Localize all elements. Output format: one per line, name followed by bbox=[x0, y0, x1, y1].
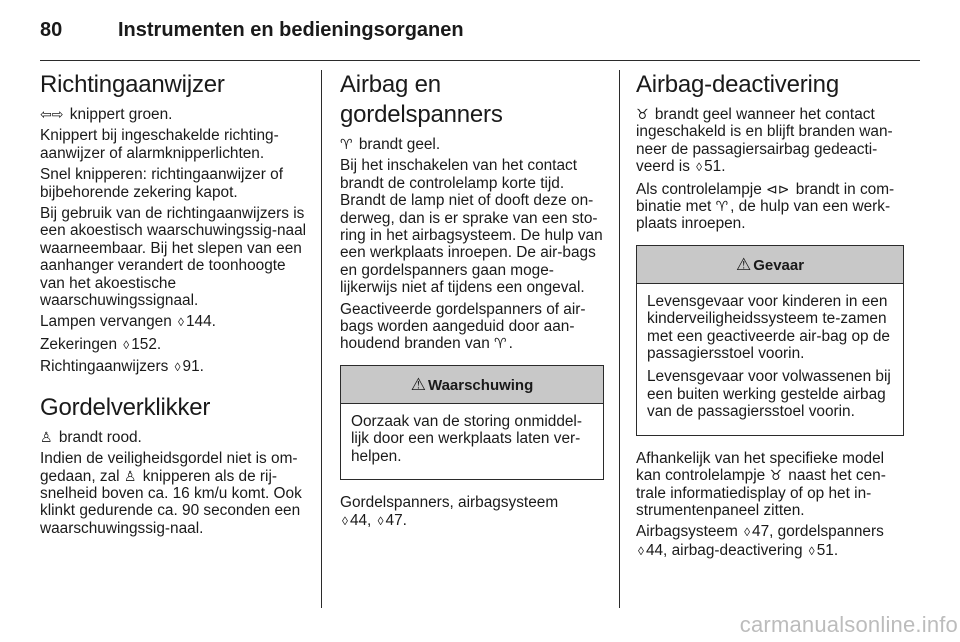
paragraph: Geactiveerde gordelspanners of air-bags worden aangeduid door aan-houdend branden van ♈ . bbox=[340, 300, 586, 353]
section-title-airbag-deactivation: Airbag-deactivering bbox=[636, 71, 839, 98]
column-airbag-pretensioners bbox=[340, 70, 604, 534]
reference-line: Gordelspanners, airbagsysteem ◊ 44, ◊ 47. bbox=[340, 494, 559, 529]
section-title-airbag: Airbag en gordelspanners bbox=[340, 71, 503, 128]
section-title-seatbelt: Gordelverklikker bbox=[40, 393, 211, 421]
airbag-deactivation-lamp-icon: ⊲⊳ bbox=[766, 180, 790, 197]
reference-icon: ◊ bbox=[696, 160, 703, 175]
paragraph: Indien de veiligheidsgordel niet is om-gedaan, zal ♙ knipperen als de rij-snelheid boven ca. 16 km/u komt. Ook klinkt gedurende ca. 90 seconden een waarschuwingssig-naal. bbox=[40, 450, 302, 537]
paragraph: ♙ brandt rood. bbox=[40, 428, 142, 446]
seatbelt-icon: ♙ bbox=[123, 467, 137, 484]
airbag-icon: ♈ bbox=[340, 136, 353, 152]
reference-line: Richtingaanwijzers ◊ 91. bbox=[40, 358, 204, 376]
column-divider bbox=[321, 70, 322, 608]
danger-box-body: Levensgevaar voor kinderen in een kinderveiligheidssysteem te-zamen met een geactiveerde air-bag op de passagiersstoel voorin. Levensgevaar voor volwassenen bij een buiten werking gestelde airbag van de passagiersstoel voorin. bbox=[647, 292, 891, 421]
seatbelt-icon: ♙ bbox=[40, 428, 53, 445]
page-header bbox=[40, 14, 920, 54]
reference-icon: ◊ bbox=[342, 513, 348, 528]
warning-icon: ⚠ bbox=[410, 374, 426, 394]
watermark: carmanualsonline.info bbox=[739, 612, 958, 637]
paragraph: Bij het inschakelen van het contact brandt de controlelamp korte tijd. Brandt de lamp niet of dooft deze on-derweg, dan is er sprake van een sto-ring in het airbagsysteem. De hulp van een werkplaats inroepen. De air-bags en gordelspanners gaan moge-lijkerwijs niet af tijdens een ongeval. bbox=[340, 157, 603, 297]
paragraph: ♈ brandt geel. bbox=[340, 136, 441, 153]
column-divider bbox=[619, 70, 620, 608]
reference-icon: ◊ bbox=[123, 337, 130, 352]
airbag-icon: ♈ bbox=[494, 335, 507, 352]
reference-line: Airbagsysteem ◊ 47, gordelspanners ◊ 44, airbag-deactivering ◊ 51. bbox=[636, 523, 884, 559]
reference-icon: ◊ bbox=[174, 360, 181, 375]
warning-icon: ⚠ bbox=[735, 254, 752, 274]
warning-box-header: ⚠ Waarschuwing bbox=[341, 366, 603, 404]
turn-signal-arrows-icon: ⇦⇨ bbox=[40, 106, 64, 122]
column-turn-signal-seatbelt bbox=[40, 70, 312, 541]
reference-line: Zekeringen ◊ 152. bbox=[40, 335, 162, 353]
airbag-off-icon: ♉ bbox=[769, 467, 783, 484]
paragraph: Afhankelijk van het specifieke model kan controlelampje ♉ naast het cen-trale informatiedisplay of op het in-strumentenpaneel zitten. bbox=[636, 449, 886, 519]
reference-icon: ◊ bbox=[638, 543, 644, 558]
reference-icon: ◊ bbox=[744, 525, 751, 540]
reference-line: Lampen vervangen ◊ 144. bbox=[40, 313, 216, 331]
airbag-off-icon: ♉ bbox=[636, 106, 649, 122]
column-airbag-deactivation bbox=[636, 70, 904, 564]
paragraph: Knippert bij ingeschakelde richting-aanwijzer of alarmknipperlichten. bbox=[40, 127, 279, 162]
paragraph: ♉ brandt geel wanneer het contact ingeschakeld is en blijft branden wan-neer de passagiersairbag gedeacti-veerd is ◊ 51. bbox=[636, 106, 893, 176]
danger-box bbox=[636, 245, 904, 436]
header-rule bbox=[40, 60, 920, 61]
section-title-turn-signal: Richtingaanwijzer bbox=[40, 71, 225, 98]
paragraph: ⇦⇨ knippert groen. bbox=[40, 106, 173, 123]
page-title: Instrumenten en bedieningsorganen bbox=[118, 19, 464, 41]
reference-icon: ◊ bbox=[808, 543, 815, 558]
airbag-icon: ♈ bbox=[715, 198, 729, 215]
reference-icon: ◊ bbox=[178, 315, 184, 330]
paragraph: Bij gebruik van de richtingaanwijzers is een akoestisch waarschuwingssig-naal waarneembaar. Bij het slepen van een aanhanger verandert de toonhoogte van het akoestische waarschuwingssignaal. bbox=[40, 205, 307, 310]
reference-icon: ◊ bbox=[377, 513, 384, 528]
warning-box bbox=[340, 365, 604, 480]
danger-box-header: ⚠ Gevaar bbox=[637, 246, 903, 284]
paragraph: Als controlelampje ⊲⊳ brandt in com-binatie met ♈ , de hulp van een werk-plaats inroepen. bbox=[636, 180, 895, 233]
paragraph: Snel knipperen: richtingaanwijzer of bijbehorende zekering kapot. bbox=[40, 166, 283, 201]
page-number: 80 bbox=[40, 19, 63, 41]
warning-box-body: Oorzaak van de storing onmiddel-lijk door een werkplaats laten ver-helpen. bbox=[351, 412, 582, 465]
